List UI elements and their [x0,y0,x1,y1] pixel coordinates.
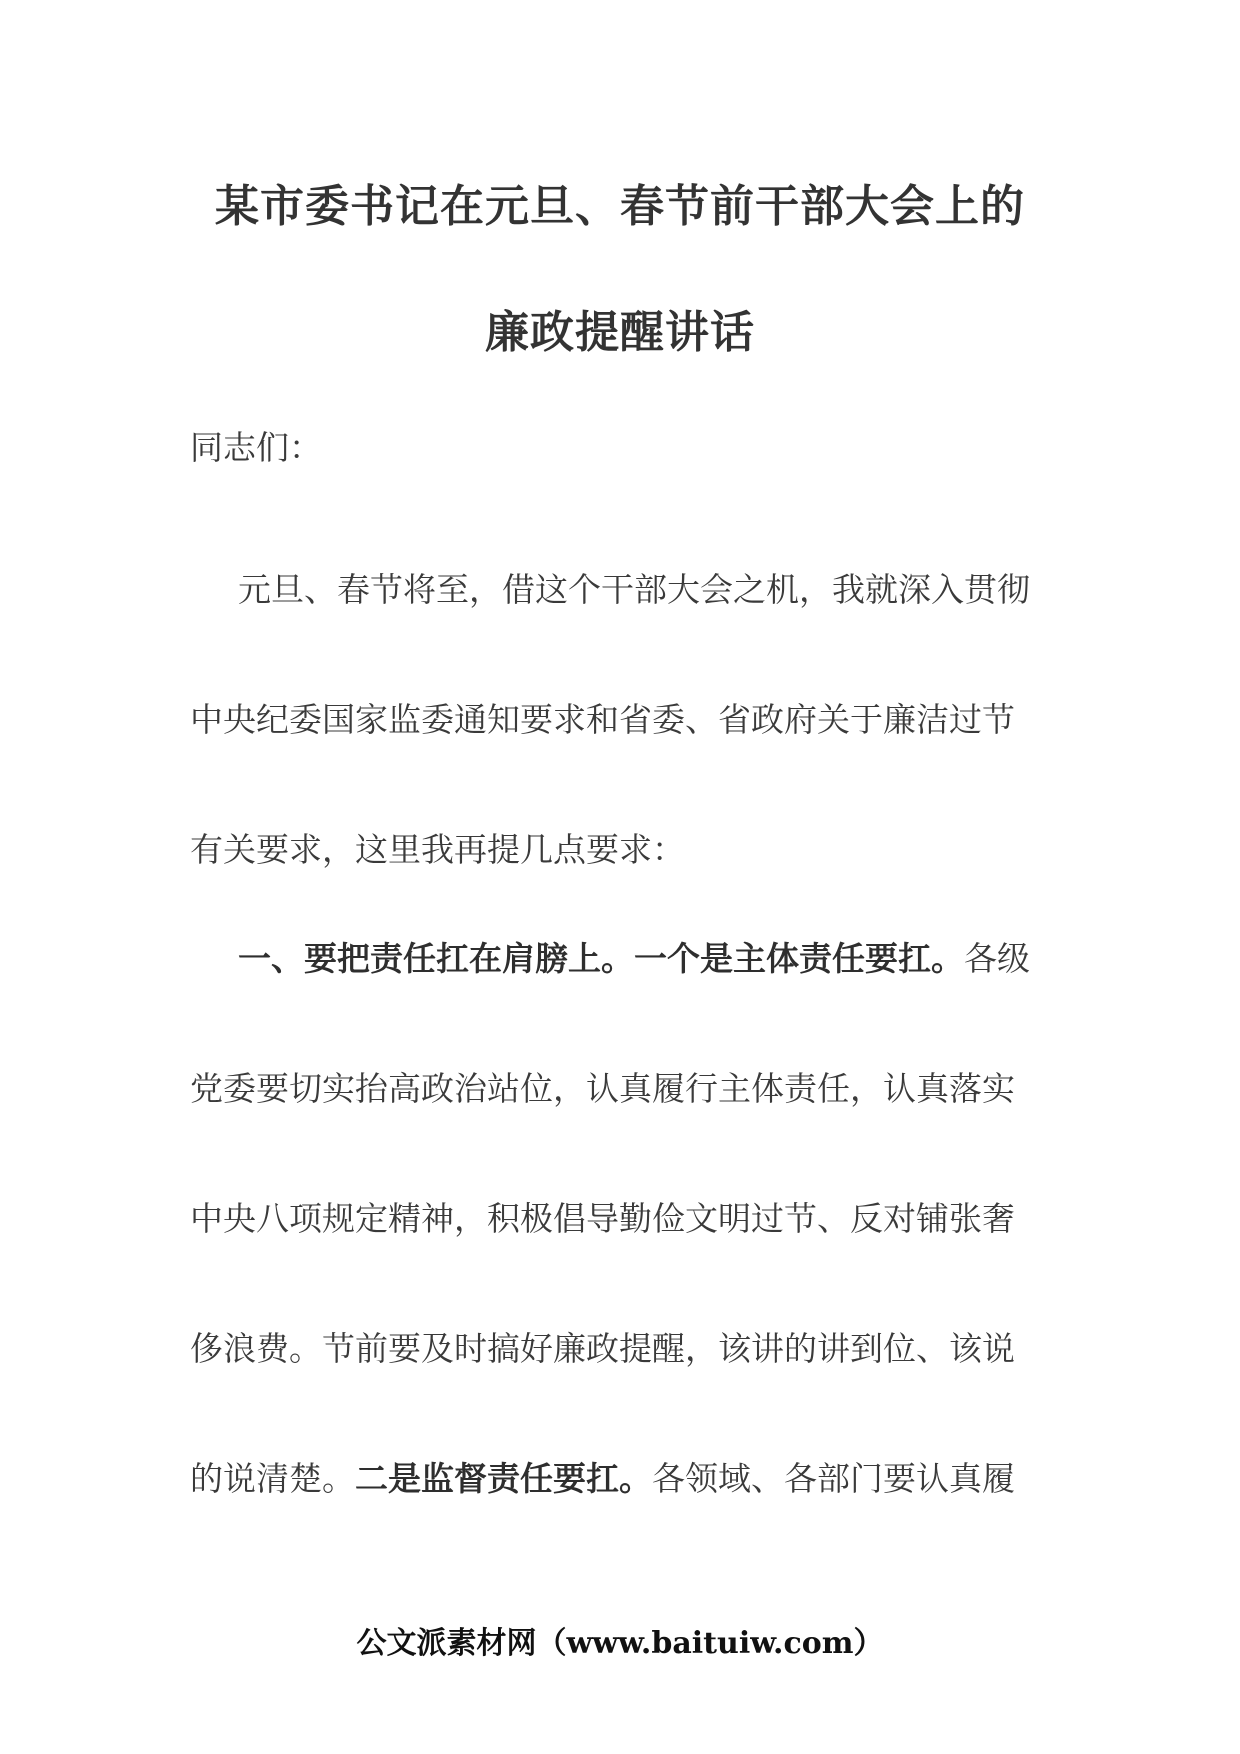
paragraph-1-line-2: 中央纪委国家监委通知要求和省委、省政府关于廉洁过节 [190,700,1015,739]
paragraph-2-line-2: 党委要切实抬高政治站位，认真履行主体责任，认真落实 [190,1069,1015,1108]
paragraph-1-line-1: 元旦、春节将至，借这个干部大会之机，我就深入贯彻 [238,570,1030,609]
paragraph-2-line-5-rest: 各领域、各部门要认真履 [652,1459,1015,1498]
paragraph-2 [190,894,1070,1544]
paragraph-2-line-3: 中央八项规定精神，积极倡导勤俭文明过节、反对铺张奢 [190,1199,1015,1238]
paragraph-2-line-1-rest: 各级 [964,939,1030,978]
paragraph-2-line-1 [190,894,1070,1024]
paragraph-2-line-5 [190,1414,1070,1544]
document-title-line-1: 某市委书记在元旦、春节前干部大会上的 [215,181,1025,232]
document-title-line-2: 廉政提醒讲话 [485,307,755,358]
paragraph-2-line-4: 侈浪费。节前要及时搞好廉政提醒，该讲的讲到位、该说 [190,1329,1015,1368]
section-heading-1: 一、要把责任扛在肩膀上。一个是主体责任要扛。 [238,939,964,978]
paragraph-2-line-5-start: 的说清楚。 [190,1459,355,1498]
paragraph-1-line-3: 有关要求，这里我再提几点要求： [190,830,685,869]
section-subheading-2: 二是监督责任要扛。 [355,1459,652,1498]
paragraph-1 [190,525,1070,915]
greeting: 同志们： [190,428,322,467]
footer-source: 公文派素材网（www.baituiw.com） [356,1626,884,1661]
